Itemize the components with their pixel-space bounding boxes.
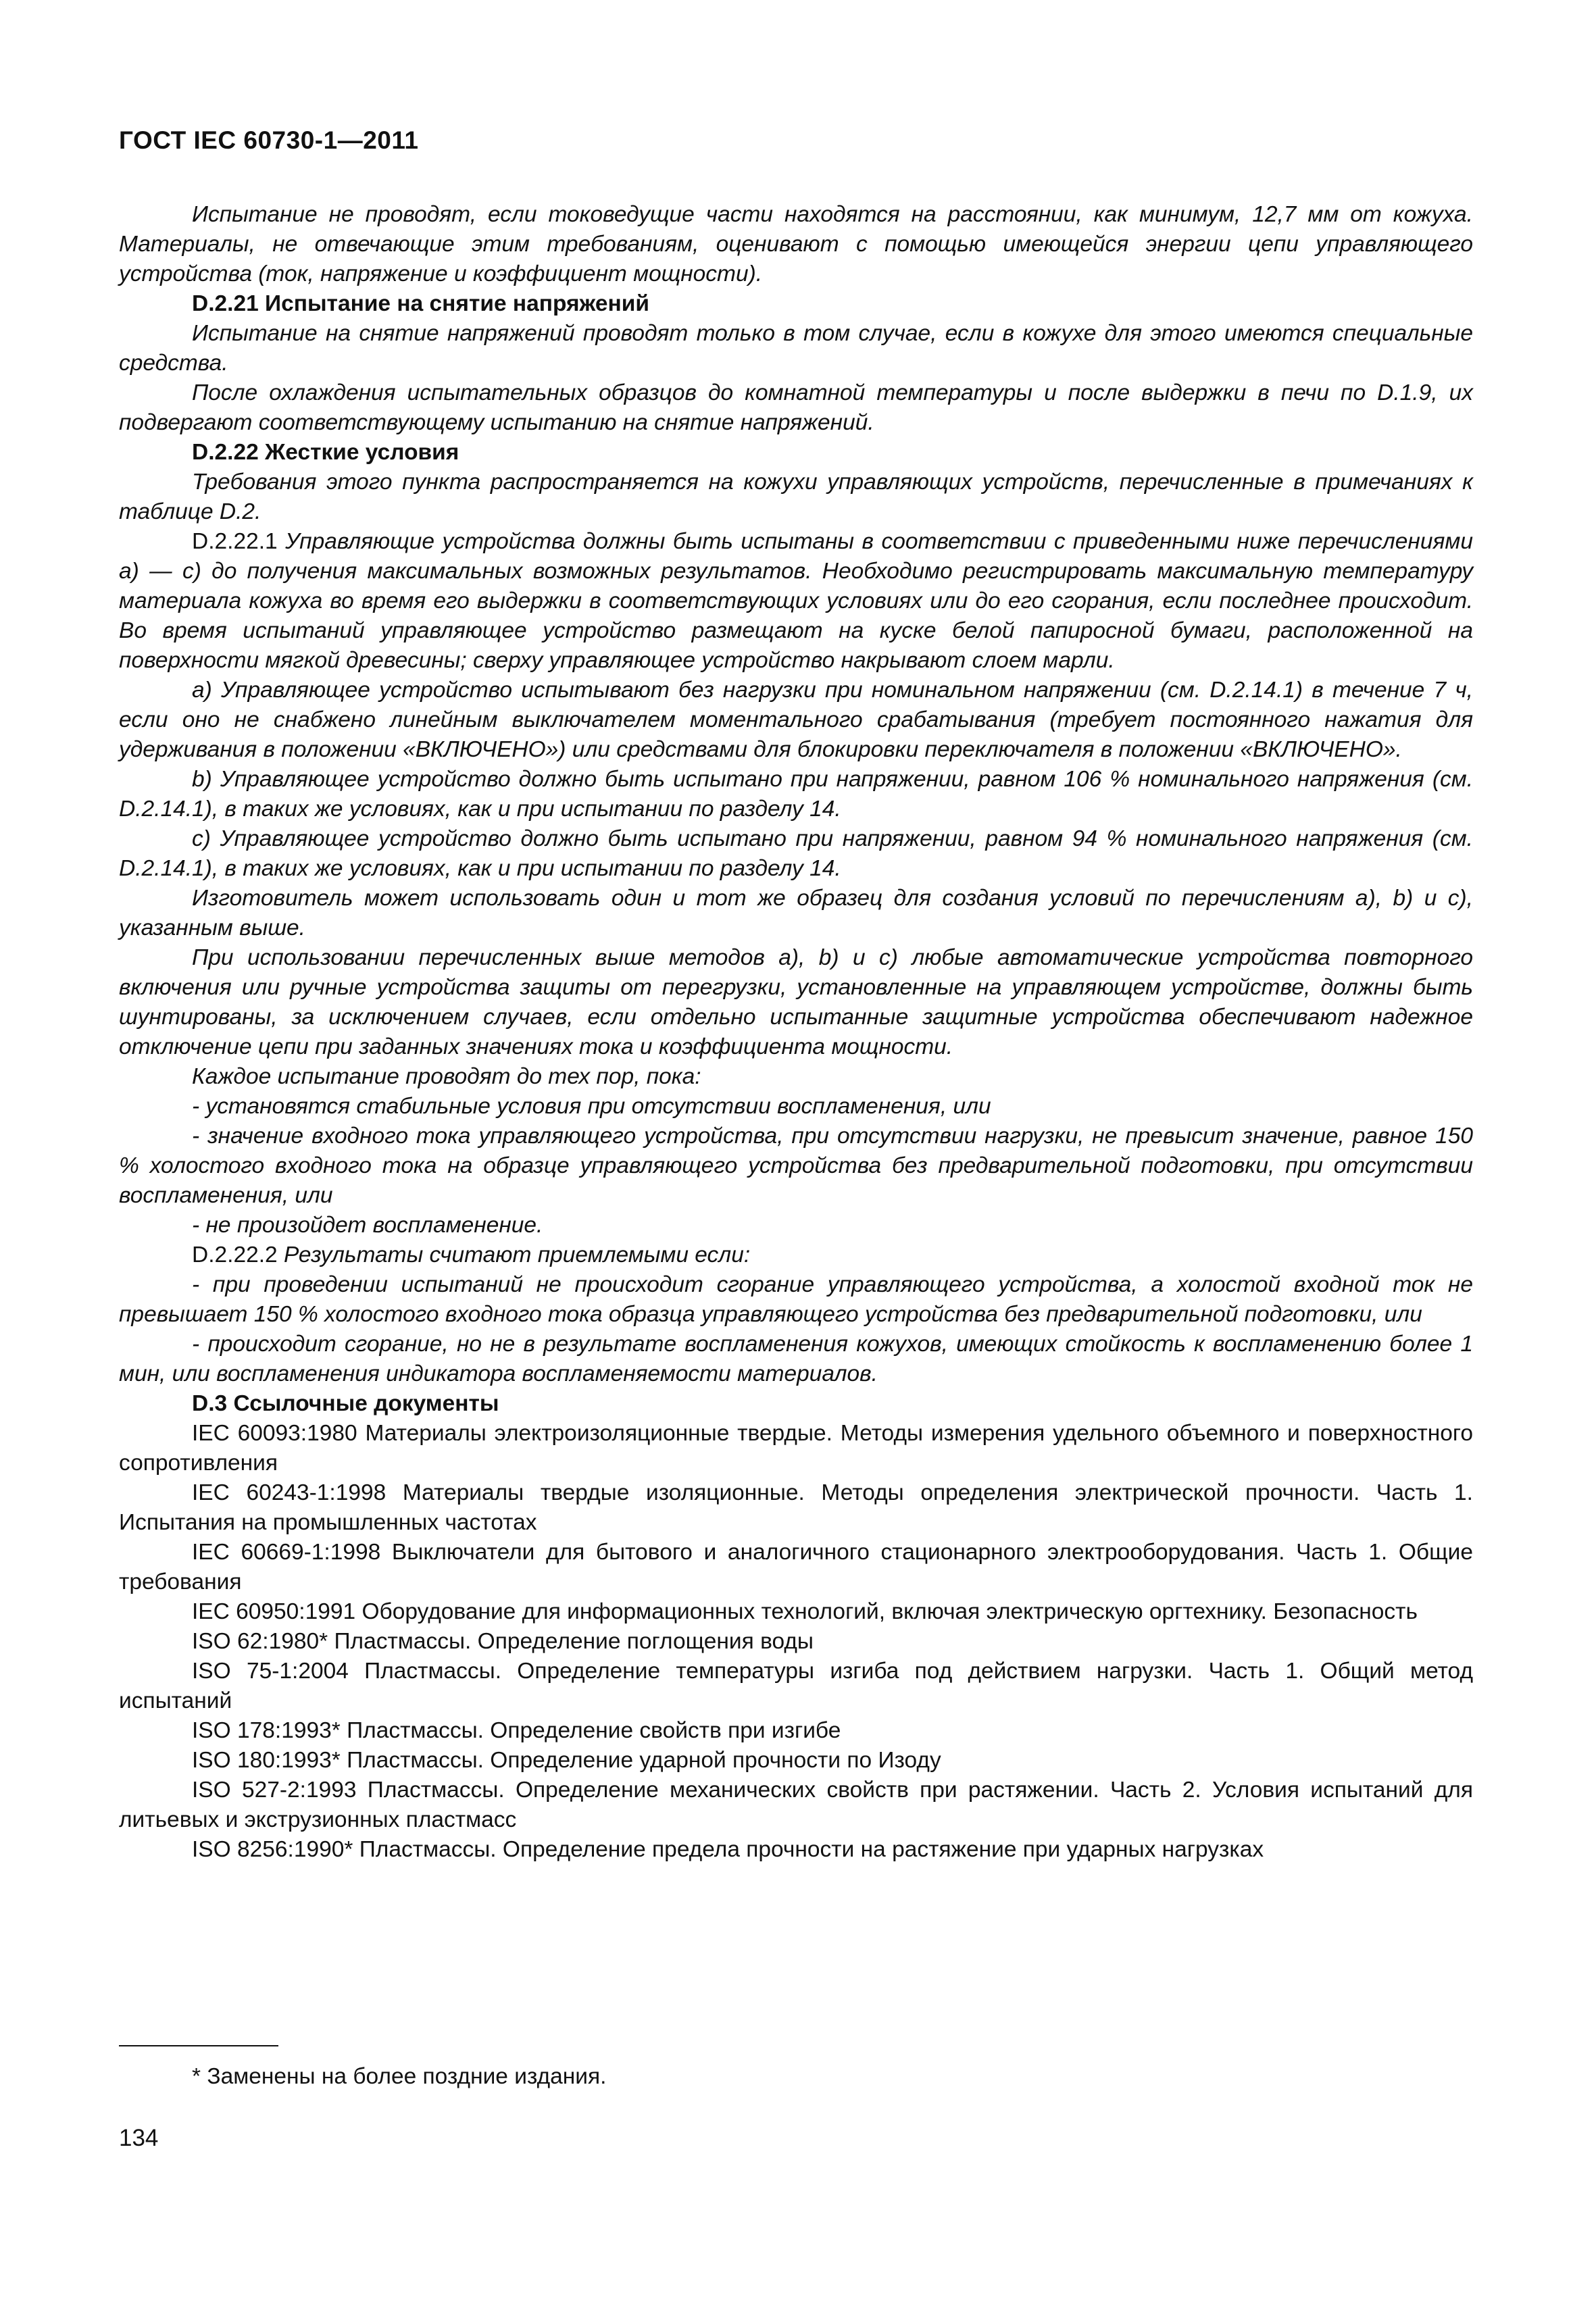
paragraph-text: - не произойдет воспламенение. (192, 1213, 543, 1238)
paragraph-text: При использовании перечисленных выше методов a), b) и c) любые автоматические устройства повторного включения или ручные устройства защиты от перегрузки, установленные на управляющем устройстве, должны быть шунтированы, за исключением случаев, если отдельно испытанные защитные устройства обеспечивают надежное отключение цепи при заданных значениях тока и коэффициента мощности. (119, 945, 1473, 1059)
paragraph-text: - значение входного тока управляющего устройства, при отсутствии нагрузки, не превысит значение, равное 150 % холостого входного тока на образце управляющего устройства без предварительной подготовки, при отсутствии воспламенения, или (119, 1124, 1473, 1208)
clause-number: D.2.22.1 (192, 529, 278, 554)
paragraph-text: D.2.22 Жесткие условия (192, 440, 459, 465)
paragraph-text: IEC 60669-1:1998 Выключатели для бытового и аналогичного стационарного электрооборудования. Часть 1. Общие требования (119, 1540, 1473, 1594)
paragraph-text: Каждое испытание проводят до тех пор, пока: (192, 1064, 701, 1089)
paragraph-text: ISO 62:1980* Пластмассы. Определение поглощения воды (192, 1629, 814, 1654)
paragraph-text: b) Управляющее устройство должно быть испытано при напряжении, равном 106 % номинального напряжения (см. D.2.14.1), в таких же условиях, как и при испытании по разделу 14. (119, 767, 1473, 822)
paragraph-text: Результаты считают приемлемыми если: (283, 1242, 751, 1267)
reference-item (119, 1835, 1473, 1865)
paragraph-text: ISO 8256:1990* Пластмассы. Определение предела прочности на растяжение при ударных нагрузках (192, 1837, 1264, 1862)
paragraph-text: a) Управляющее устройство испытывают без нагрузки при номинальном напряжении (см. D.2.14.1) в течение 7 ч, если оно не снабжено линейным выключателем моментального срабатывания (требует постоянного нажатия для удерживания в положении «ВКЛЮЧЕНО») или средствами для блокировки переключателя в положении «ВКЛЮЧЕНО». (119, 678, 1473, 762)
reference-item (119, 1478, 1473, 1538)
footnote-separator (119, 2045, 278, 2046)
paragraph (119, 527, 1473, 676)
page-number: 134 (119, 2125, 159, 2151)
paragraph (119, 824, 1473, 884)
document-body (119, 200, 1473, 1865)
paragraph (119, 676, 1473, 765)
paragraph (119, 1122, 1473, 1211)
document-header: ГОСТ IEC 60730-1—2011 (119, 126, 419, 154)
paragraph-text: D.3 Ссылочные документы (192, 1391, 499, 1416)
paragraph-text: IEC 60243-1:1998 Материалы твердые изоляционные. Методы определения электрической прочности. Часть 1. Испытания на промышленных частотах (119, 1480, 1473, 1535)
section-heading (119, 289, 1473, 319)
paragraph-text: c) Управляющее устройство должно быть испытано при напряжении, равном 94 % номинального напряжения (см. D.2.14.1), в таких же условиях, как и при испытании по разделу 14. (119, 826, 1473, 881)
paragraph (119, 765, 1473, 824)
section-heading (119, 1389, 1473, 1419)
reference-item (119, 1716, 1473, 1746)
paragraph-text: ISO 178:1993* Пластмассы. Определение свойств при изгибе (192, 1718, 841, 1743)
paragraph-text: - установятся стабильные условия при отсутствии воспламенения, или (192, 1094, 991, 1119)
paragraph-text: ISO 75-1:2004 Пластмассы. Определение температуры изгиба под действием нагрузки. Часть 1. Общий метод испытаний (119, 1659, 1473, 1713)
paragraph-text: D.2.21 Испытание на снятие напряжений (192, 291, 649, 316)
paragraph (119, 200, 1473, 289)
paragraph (119, 1062, 1473, 1092)
paragraph (119, 319, 1473, 378)
paragraph-text: Требования этого пункта распространяется на кожухи управляющих устройств, перечисленные в примечаниях к таблице D.2. (119, 470, 1473, 524)
reference-item (119, 1776, 1473, 1835)
paragraph-text: Управляющие устройства должны быть испытаны в соответствии с приведенными ниже перечислениями а) — с) до получения максимальных возможных результатов. Необходимо регистрировать максимальную температуру материала кожуха во время его выдержки в соответствующих условиях или до его сгорания, если последнее происходит. Во время испытаний управляющее устройство размещают на куске белой папиросной бумаги, расположенной на поверхности мягкой древесины; сверху управляющее устройство накрывают слоем марли. (119, 529, 1473, 673)
reference-item (119, 1597, 1473, 1627)
paragraph (119, 378, 1473, 438)
paragraph-text: - происходит сгорание, но не в результате воспламенения кожухов, имеющих стойкость к воспламенению более 1 мин, или воспламенения индикатора воспламеняемости материалов. (119, 1332, 1473, 1386)
section-heading (119, 438, 1473, 468)
reference-item (119, 1538, 1473, 1597)
paragraph (119, 1270, 1473, 1330)
paragraph-text: После охлаждения испытательных образцов до комнатной температуры и после выдержки в печи по D.1.9, их подвергают соответствующему испытанию на снятие напряжений. (119, 380, 1473, 435)
paragraph (119, 1330, 1473, 1389)
paragraph-text: IEC 60093:1980 Материалы электроизоляционные твердые. Методы измерения удельного объемного и поверхностного сопротивления (119, 1421, 1473, 1476)
paragraph (119, 1211, 1473, 1240)
paragraph (119, 943, 1473, 1062)
paragraph-text: Испытание на снятие напряжений проводят только в том случае, если в кожухе для этого имеются специальные средства. (119, 321, 1473, 376)
reference-item (119, 1657, 1473, 1716)
paragraph-text: Испытание не проводят, если токоведущие части находятся на расстоянии, как минимум, 12,7 мм от кожуха. Материалы, не отвечающие этим требованиям, оценивают с помощью имеющейся энергии цепи управляющего устройства (ток, напряжение и коэффициент мощности). (119, 202, 1473, 286)
paragraph (119, 884, 1473, 943)
clause-number: D.2.22.2 (192, 1242, 278, 1267)
reference-item (119, 1627, 1473, 1657)
paragraph (119, 1092, 1473, 1122)
paragraph (119, 468, 1473, 527)
paragraph-text: ISO 180:1993* Пластмассы. Определение ударной прочности по Изоду (192, 1748, 941, 1773)
paragraph-text: - при проведении испытаний не происходит сгорание управляющего устройства, а холостой входной ток не превышает 150 % холостого входного тока образца управляющего устройства без предварительной подготовки, или (119, 1272, 1473, 1327)
reference-item (119, 1746, 1473, 1776)
paragraph (119, 1240, 1473, 1270)
footnote: * Заменены на более поздние издания. (192, 2064, 607, 2089)
paragraph-text: ISO 527-2:1993 Пластмассы. Определение механических свойств при растяжении. Часть 2. Условия испытаний для литьевых и экструзионных пластмасс (119, 1778, 1473, 1832)
reference-item (119, 1419, 1473, 1478)
paragraph-text: Изготовитель может использовать один и тот же образец для создания условий по перечислениям a), b) и c), указанным выше. (119, 886, 1473, 940)
paragraph-text: IEC 60950:1991 Оборудование для информационных технологий, включая электрическую оргтехнику. Безопасность (192, 1599, 1418, 1624)
